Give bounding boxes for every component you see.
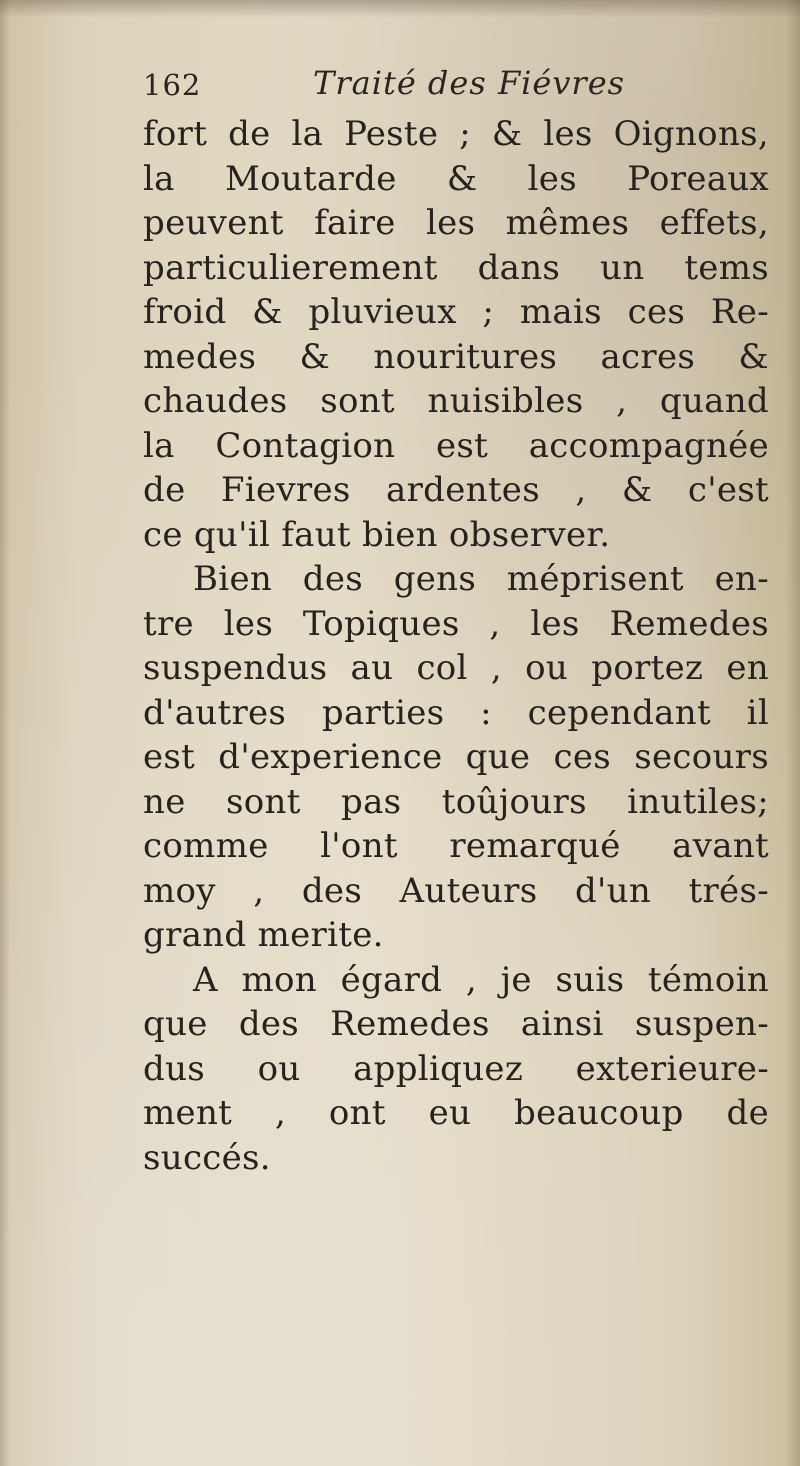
text-line: la Contagion est accompagnée bbox=[143, 425, 769, 466]
text-line: que des Remedes ainsi suspen- bbox=[143, 1004, 769, 1044]
page-left-shadow bbox=[0, 0, 10, 1466]
text-line: particulierement dans un tems bbox=[143, 247, 769, 288]
text-line: medes & nouritures acres & bbox=[143, 336, 769, 377]
text-line: Bien des gens méprisent en- bbox=[193, 559, 769, 599]
text-line: la Moutarde & les Poreaux bbox=[143, 158, 769, 199]
text-line: de Fievres ardentes , & c'est bbox=[143, 470, 769, 510]
text-line: d'autres parties : cependant il bbox=[143, 692, 769, 733]
page-number: 162 bbox=[143, 68, 202, 102]
page-header bbox=[143, 60, 763, 110]
text-line: est d'experience que ces secours bbox=[143, 737, 769, 777]
text-line: grand merite. bbox=[143, 915, 384, 955]
text-line: ment , ont eu beaucoup de bbox=[143, 1093, 769, 1133]
text-line: suspendus au col , ou portez en bbox=[143, 648, 769, 688]
text-line: peuvent faire les mêmes effets, bbox=[143, 203, 769, 243]
text-line: dus ou appliquez exterieure- bbox=[143, 1048, 769, 1089]
running-title: Traité des Fiévres bbox=[313, 64, 626, 102]
text-line: moy , des Auteurs d'un trés- bbox=[143, 870, 769, 911]
page-right-shadow bbox=[786, 0, 800, 1466]
text-line: fort de la Peste ; & les Oignons, bbox=[143, 114, 769, 154]
text-line: ce qu'il faut bien observer. bbox=[143, 514, 611, 555]
text-line: A mon égard , je suis témoin bbox=[193, 959, 769, 1000]
text-line: ne sont pas toûjours inutiles; bbox=[143, 781, 769, 822]
text-line: tre les Topiques , les Remedes bbox=[143, 603, 769, 644]
text-line: chaudes sont nuisibles , quand bbox=[143, 381, 769, 421]
page-body-text bbox=[143, 112, 769, 1180]
text-line: succés. bbox=[143, 1137, 271, 1178]
text-line: froid & pluvieux ; mais ces Re- bbox=[143, 292, 769, 332]
page-top-shadow bbox=[0, 0, 800, 18]
text-line: comme l'ont remarqué avant bbox=[143, 826, 769, 866]
